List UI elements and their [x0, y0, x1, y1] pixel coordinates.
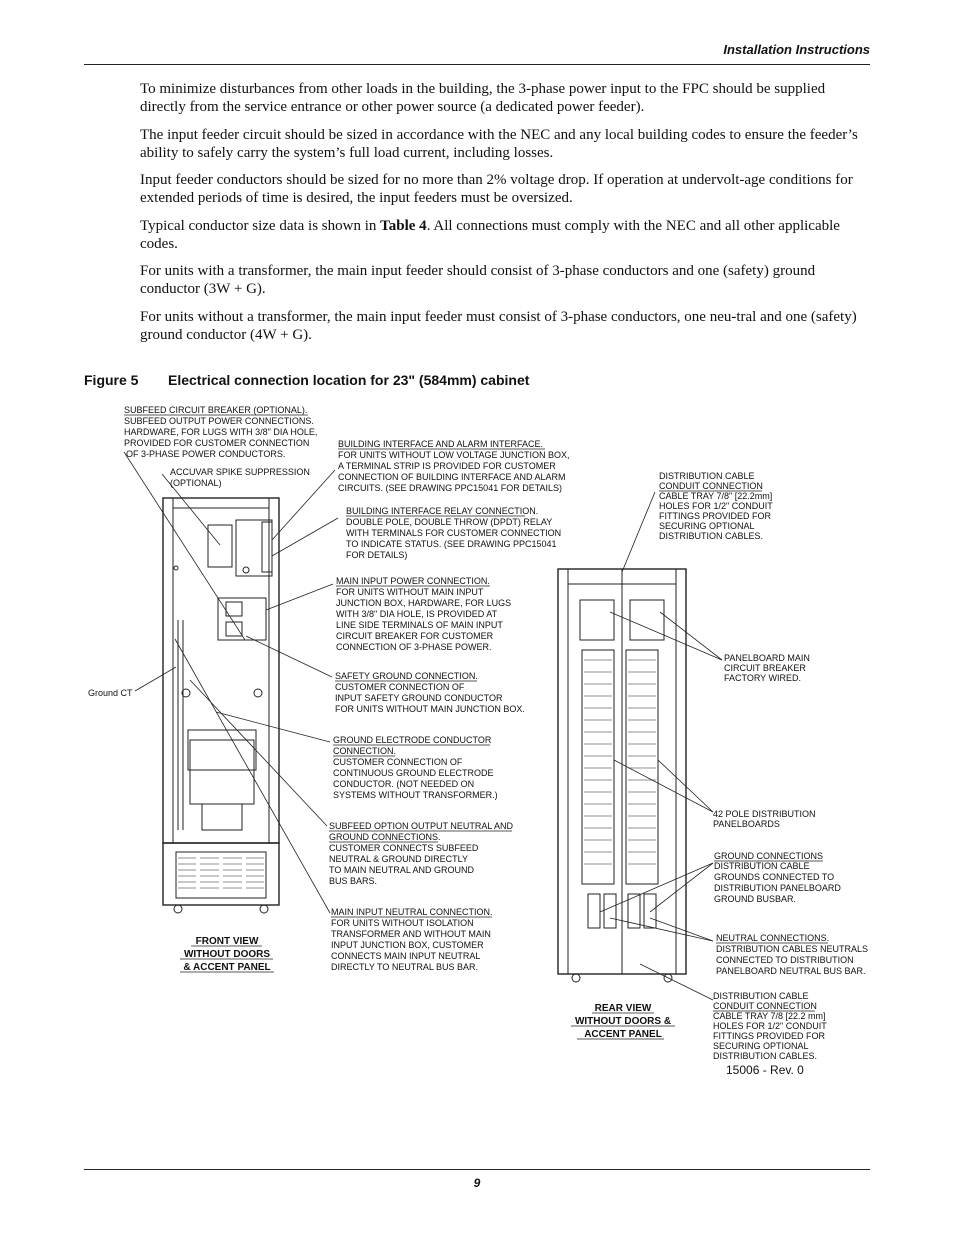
callout-line: INPUT SAFETY GROUND CONDUCTOR — [335, 693, 503, 703]
callout-line: WITH TERMINALS FOR CUSTOMER CONNECTION — [346, 528, 562, 538]
callout-line: FACTORY WIRED. — [724, 673, 802, 683]
callout-line: CONNECTS MAIN INPUT NEUTRAL — [331, 951, 481, 961]
callout-line: DIRECTLY TO NEUTRAL BUS BAR. — [331, 962, 479, 972]
callout-line: CONDUIT CONNECTION — [713, 1001, 817, 1011]
callout-panelboard-main — [724, 653, 810, 683]
callout-line: BUILDING INTERFACE AND ALARM INTERFACE. — [338, 439, 544, 449]
paragraph-3: Input feeder conductors should be sized for no more than 2% voltage drop. If operation at undervolt-age conditions for extended periods of time is desired, the input feeders must be oversized. — [140, 172, 853, 207]
callout-line: SAFETY GROUND CONNECTION. — [335, 671, 478, 681]
footer-rule — [84, 1169, 870, 1170]
front-cabinet — [163, 498, 279, 913]
callout-ground-connections — [714, 851, 841, 904]
callout-line: GROUNDS CONNECTED TO — [714, 872, 835, 882]
callout-line: CONTINUOUS GROUND ELECTRODE — [333, 768, 494, 778]
callout-line: PANELBOARD NEUTRAL BUS BAR. — [716, 966, 866, 976]
callout-line: CIRCUITS. (SEE DRAWING PPC15041 FOR DETAILS) — [338, 483, 563, 493]
front-view-title — [183, 936, 270, 973]
callout-line: 42 POLE DISTRIBUTION — [713, 809, 816, 819]
callout-line: CABLE TRAY 7/8 [22.2 mm] — [713, 1011, 826, 1021]
callout-line: SECURING OPTIONAL — [659, 521, 755, 531]
callout-line: DISTRIBUTION CABLE — [714, 861, 810, 871]
callout-dist-top — [659, 471, 773, 541]
rear-view-title — [575, 1003, 671, 1040]
view-title-line: & ACCENT PANEL — [183, 962, 271, 973]
callout-line: NEUTRAL & GROUND DIRECTLY — [329, 854, 469, 864]
callout-line: ACCUVAR SPIKE SUPPRESSION — [170, 467, 310, 477]
callout-line: CUSTOMER CONNECTS SUBFEED — [329, 843, 479, 853]
page-number: 9 — [473, 1176, 481, 1190]
callout-line: CONNECTED TO DISTRIBUTION — [716, 955, 854, 965]
callout-line: TRANSFORMER AND WITHOUT MAIN — [331, 929, 491, 939]
revision-label: 15006 - Rev. 0 — [726, 1063, 804, 1077]
callout-line: MAIN INPUT NEUTRAL CONNECTION. — [331, 907, 493, 917]
callout-line: DOUBLE POLE, DOUBLE THROW (DPDT) RELAY — [346, 517, 553, 527]
callout-line: WITH 3/8" DIA HOLE, IS PROVIDED AT — [336, 609, 498, 619]
callout-line: TO INDICATE STATUS. (SEE DRAWING PPC15041 — [346, 539, 557, 549]
front-leaders — [124, 452, 338, 913]
rear-cabinet — [558, 569, 686, 982]
callout-line: FITTINGS PROVIDED FOR — [659, 511, 772, 521]
callout-line: BUILDING INTERFACE RELAY CONNECTION. — [346, 506, 539, 516]
callout-line: CONNECTION OF BUILDING INTERFACE AND ALARM — [338, 472, 566, 482]
running-header: Installation Instructions — [723, 42, 870, 57]
callout-line: CONDUCTOR. (NOT NEEDED ON — [333, 779, 475, 789]
view-title-line: WITHOUT DOORS & — [574, 1016, 672, 1027]
callout-line: DISTRIBUTION PANELBOARD — [714, 883, 841, 893]
callout-dist-bottom — [713, 991, 827, 1061]
callout-line: DISTRIBUTION CABLES NEUTRALS — [716, 944, 869, 954]
callout-line: SUBFEED OPTION OUTPUT NEUTRAL AND — [329, 821, 514, 831]
ground-ct-label: Ground CT — [88, 688, 133, 698]
callout-line: CONNECTION. — [333, 746, 396, 756]
figure-title: Electrical connection location for 23" (584mm) cabinet — [168, 372, 530, 388]
callout-line: DISTRIBUTION CABLES. — [659, 531, 764, 541]
callout-line: NEUTRAL CONNECTIONS. — [716, 933, 830, 943]
callout-line: FOR UNITS WITHOUT MAIN INPUT — [336, 587, 484, 597]
table-reference: Table 4 — [380, 217, 427, 234]
callout-line: PROVIDED FOR CUSTOMER CONNECTION — [124, 438, 310, 448]
callout-line: SECURING OPTIONAL — [713, 1041, 809, 1051]
callout-line: A TERMINAL STRIP IS PROVIDED FOR CUSTOMER — [338, 461, 556, 471]
callout-line: SUBFEED CIRCUIT BREAKER (OPTIONAL). — [124, 405, 308, 415]
callout-line: PANELBOARD MAIN — [724, 653, 810, 663]
callout-42-pole — [713, 809, 816, 829]
callout-line: DISTRIBUTION CABLE — [713, 991, 809, 1001]
callout-line: FOR UNITS WITHOUT MAIN JUNCTION BOX. — [335, 704, 525, 714]
paragraph-4-end: . All connections must comply with the NEC and all other applicable codes. — [140, 217, 840, 252]
callout-line: JUNCTION BOX, HARDWARE, FOR LUGS — [336, 598, 512, 608]
figure-number: Figure 5 — [84, 372, 139, 388]
callout-line: HARDWARE, FOR LUGS WITH 3/8" DIA HOLE, — [124, 427, 318, 437]
callout-line: CIRCUIT BREAKER — [724, 663, 806, 673]
paragraph-1: To minimize disturbances from other loads in the building, the 3-phase power input to the FPC should be supplied directly from the service entrance or other power source (a dedicated power feeder). — [140, 81, 826, 115]
callout-line: PANELBOARDS — [713, 819, 780, 829]
callout-main-input-power — [336, 576, 511, 652]
callout-line: SYSTEMS WITHOUT TRANSFORMER.) — [333, 790, 498, 800]
callout-relay — [346, 506, 561, 560]
view-title-line: ACCENT PANEL — [584, 1029, 662, 1040]
callout-line: MAIN INPUT POWER CONNECTION. — [336, 576, 490, 586]
view-title-line: REAR VIEW — [594, 1003, 652, 1014]
paragraph-5: For units with a transformer, the main input feeder should consist of 3-phase conductors and one (safety) ground conductor (3W + G). — [140, 263, 816, 298]
callout-line: HOLES FOR 1/2" CONDUIT — [659, 501, 773, 511]
paragraph-6: For units without a transformer, the main input feeder must consist of 3-phase conductors, one neu-tral and one (safety) ground conductor (4W + G). — [140, 308, 857, 343]
callout-line: GROUND CONNECTIONS — [714, 851, 824, 861]
callout-subfeed-cb — [124, 405, 317, 459]
callout-line: HOLES FOR 1/2" CONDUIT — [713, 1021, 827, 1031]
callout-line: CONNECTION OF 3-PHASE POWER. — [336, 642, 492, 652]
callout-line: GROUND ELECTRODE CONDUCTOR — [333, 735, 492, 745]
callout-line: CUSTOMER CONNECTION OF — [333, 757, 463, 767]
callout-line: SUBFEED OUTPUT POWER CONNECTIONS. — [124, 416, 314, 426]
callout-line: CUSTOMER CONNECTION OF — [335, 682, 465, 692]
callout-line: FOR UNITS WITHOUT LOW VOLTAGE JUNCTION BOX, — [338, 450, 570, 460]
callout-line: TO MAIN NEUTRAL AND GROUND — [329, 865, 475, 875]
callout-line: FOR UNITS WITHOUT ISOLATION — [331, 918, 474, 928]
callout-line: CIRCUIT BREAKER FOR CUSTOMER — [336, 631, 494, 641]
callout-line: LINE SIDE TERMINALS OF MAIN INPUT — [336, 620, 503, 630]
callout-line: GROUND BUSBAR. — [714, 894, 797, 904]
callout-safety-ground — [335, 671, 525, 714]
rear-leaders — [600, 492, 722, 1000]
callout-line: FOR DETAILS) — [346, 550, 408, 560]
paragraph-4-start: Typical conductor size data is shown in — [140, 217, 381, 234]
callout-line: CONDUIT CONNECTION — [659, 481, 763, 491]
callout-line: DISTRIBUTION CABLES. — [713, 1051, 818, 1061]
callout-accuvar — [170, 467, 310, 488]
callout-line: OF 3-PHASE POWER CONDUCTORS. — [126, 449, 286, 459]
callout-line: CABLE TRAY 7/8" [22.2mm] — [659, 491, 773, 501]
callout-line: DISTRIBUTION CABLE — [659, 471, 755, 481]
callout-line: BUS BARS. — [329, 876, 378, 886]
callout-neutral-connections — [716, 933, 868, 976]
callout-building-interface — [338, 439, 570, 493]
callout-line: GROUND CONNECTIONS. — [329, 832, 441, 842]
callout-line: INPUT JUNCTION BOX, CUSTOMER — [331, 940, 484, 950]
callout-line: FITTINGS PROVIDED FOR — [713, 1031, 826, 1041]
view-title-line: WITHOUT DOORS — [183, 949, 271, 960]
paragraph-2: The input feeder circuit should be sized in accordance with the NEC and any local building codes to ensure the feeder’s ability to safely carry the system’s full load current, including losses. — [140, 126, 858, 161]
callout-line: (OPTIONAL) — [170, 478, 222, 488]
view-title-line: FRONT VIEW — [195, 936, 259, 947]
